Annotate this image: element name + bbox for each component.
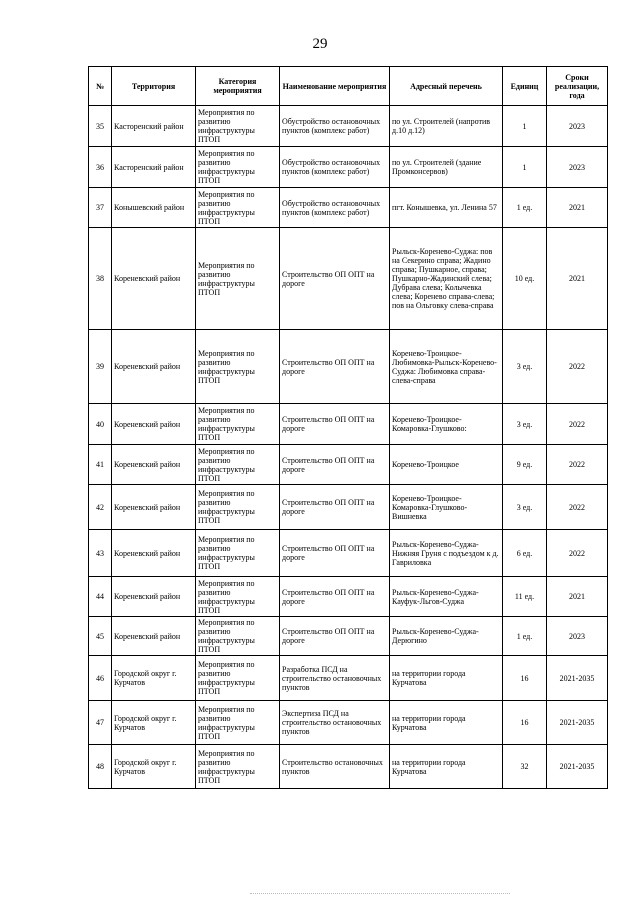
header-name: Наименование мероприятия xyxy=(280,67,390,106)
row-address: по ул. Строителей (напротив д.10 д.12) xyxy=(390,106,503,147)
row-address: Рыльск-Коренево-Суджа-Нижняя Груня с подъездом к д. Гавриловка xyxy=(390,530,503,577)
table-row xyxy=(89,106,608,147)
row-name: Строительство ОП ОПТ на дороге xyxy=(280,485,390,530)
row-territory: Касторенский район xyxy=(112,147,196,188)
scan-artifact-line xyxy=(250,893,510,895)
table-row xyxy=(89,530,608,577)
row-term: 2022 xyxy=(547,404,608,445)
table-row xyxy=(89,701,608,745)
header-address: Адресный перечень xyxy=(390,67,503,106)
row-category: Мероприятия по развитию инфраструктуры ПТОП xyxy=(196,228,280,330)
page-number: 29 xyxy=(312,36,328,52)
row-territory: Кореневский район xyxy=(112,330,196,404)
row-territory: Кореневский район xyxy=(112,577,196,617)
row-category: Мероприятия по развитию инфраструктуры ПТОП xyxy=(196,701,280,745)
row-term: 2023 xyxy=(547,106,608,147)
table-header-row xyxy=(89,67,608,106)
table-row xyxy=(89,656,608,701)
row-num: 45 xyxy=(89,617,112,656)
row-term: 2021 xyxy=(547,188,608,228)
row-term: 2022 xyxy=(547,445,608,485)
row-num: 41 xyxy=(89,445,112,485)
header-category: Категория мероприятия xyxy=(196,67,280,106)
row-category: Мероприятия по развитию инфраструктуры ПТОП xyxy=(196,530,280,577)
row-num: 42 xyxy=(89,485,112,530)
row-category: Мероприятия по развитию инфраструктуры ПТОП xyxy=(196,188,280,228)
row-address: пгт. Конышевка, ул. Ленина 57 xyxy=(390,188,503,228)
row-territory: Конышевский район xyxy=(112,188,196,228)
row-num: 43 xyxy=(89,530,112,577)
row-address: Рыльск-Коренево-Суджа: пов на Секерино справа; Жадино справа; Пушкарное, справа; Пушкарно-Жадинский слева; Дубрава слева; Колычевка слева; Коренево справа-слева; пов на Ольговку слева-справа xyxy=(390,228,503,330)
row-category: Мероприятия по развитию инфраструктуры ПТОП xyxy=(196,330,280,404)
row-category: Мероприятия по развитию инфраструктуры ПТОП xyxy=(196,617,280,656)
table-row xyxy=(89,330,608,404)
row-units: 3 ед. xyxy=(503,330,547,404)
row-territory: Кореневский район xyxy=(112,228,196,330)
row-name: Разработка ПСД на строительство остановочных пунктов xyxy=(280,656,390,701)
row-units: 1 xyxy=(503,147,547,188)
row-name: Строительство ОП ОПТ на дороге xyxy=(280,404,390,445)
table-row xyxy=(89,188,608,228)
row-territory: Кореневский район xyxy=(112,404,196,445)
row-name: Экспертиза ПСД на строительство остановочных пунктов xyxy=(280,701,390,745)
row-num: 48 xyxy=(89,745,112,789)
row-category: Мероприятия по развитию инфраструктуры ПТОП xyxy=(196,485,280,530)
row-territory: Кореневский район xyxy=(112,485,196,530)
row-address: Коренево-Троицкое xyxy=(390,445,503,485)
row-territory: Городской округ г. Курчатов xyxy=(112,656,196,701)
row-territory: Кореневский район xyxy=(112,445,196,485)
row-units: 6 ед. xyxy=(503,530,547,577)
row-num: 38 xyxy=(89,228,112,330)
row-name: Обустройство остановочных пунктов (комплекс работ) xyxy=(280,147,390,188)
row-territory: Кореневский район xyxy=(112,530,196,577)
row-name: Строительство ОП ОПТ на дороге xyxy=(280,617,390,656)
row-units: 3 ед. xyxy=(503,404,547,445)
header-territory: Территория xyxy=(112,67,196,106)
row-term: 2021-2035 xyxy=(547,656,608,701)
row-address: Коренево-Троицкое-Комаровка-Глушково: xyxy=(390,404,503,445)
row-num: 37 xyxy=(89,188,112,228)
row-term: 2022 xyxy=(547,330,608,404)
row-address: на территории города Курчатова xyxy=(390,745,503,789)
row-units: 16 xyxy=(503,701,547,745)
row-term: 2022 xyxy=(547,530,608,577)
row-name: Строительство ОП ОПТ на дороге xyxy=(280,228,390,330)
row-units: 32 xyxy=(503,745,547,789)
table-row xyxy=(89,617,608,656)
row-num: 36 xyxy=(89,147,112,188)
row-category: Мероприятия по развитию инфраструктуры ПТОП xyxy=(196,445,280,485)
row-territory: Городской округ г. Курчатов xyxy=(112,745,196,789)
row-units: 1 ед. xyxy=(503,188,547,228)
row-num: 44 xyxy=(89,577,112,617)
row-territory: Касторенский район xyxy=(112,106,196,147)
table-row xyxy=(89,228,608,330)
row-category: Мероприятия по развитию инфраструктуры ПТОП xyxy=(196,577,280,617)
row-units: 1 xyxy=(503,106,547,147)
row-num: 47 xyxy=(89,701,112,745)
row-units: 1 ед. xyxy=(503,617,547,656)
row-name: Обустройство остановочных пунктов (комплекс работ) xyxy=(280,106,390,147)
row-name: Строительство ОП ОПТ на дороге xyxy=(280,445,390,485)
row-category: Мероприятия по развитию инфраструктуры ПТОП xyxy=(196,147,280,188)
header-units: Единиц xyxy=(503,67,547,106)
row-address: на территории города Курчатова xyxy=(390,701,503,745)
row-term: 2021 xyxy=(547,228,608,330)
row-category: Мероприятия по развитию инфраструктуры ПТОП xyxy=(196,106,280,147)
row-address: Рыльск-Коренево-Суджа-Дерюгино xyxy=(390,617,503,656)
row-address: Рыльск-Коренево-Суджа-Кауфук-Льгов-Суджа xyxy=(390,577,503,617)
row-name: Строительство ОП ОПТ на дороге xyxy=(280,530,390,577)
row-address: Коренево-Троицкое-Комаровка-Глушково-Вишневка xyxy=(390,485,503,530)
row-units: 9 ед. xyxy=(503,445,547,485)
row-units: 16 xyxy=(503,656,547,701)
row-units: 3 ед. xyxy=(503,485,547,530)
row-num: 39 xyxy=(89,330,112,404)
row-name: Строительство остановочных пунктов xyxy=(280,745,390,789)
row-term: 2021-2035 xyxy=(547,745,608,789)
row-term: 2021 xyxy=(547,577,608,617)
row-num: 40 xyxy=(89,404,112,445)
row-term: 2021-2035 xyxy=(547,701,608,745)
row-term: 2022 xyxy=(547,485,608,530)
row-address: Коренево-Троицкое-Любимовка-Рыльск-Коренево-Суджа: Любимовка справа-слева-справа xyxy=(390,330,503,404)
row-name: Строительство ОП ОПТ на дороге xyxy=(280,330,390,404)
table-row xyxy=(89,147,608,188)
row-territory: Кореневский район xyxy=(112,617,196,656)
measures-table xyxy=(88,66,608,789)
row-name: Обустройство остановочных пунктов (комплекс работ) xyxy=(280,188,390,228)
header-term: Сроки реализации, года xyxy=(547,67,608,106)
row-num: 35 xyxy=(89,106,112,147)
row-num: 46 xyxy=(89,656,112,701)
header-num: № xyxy=(89,67,112,106)
row-category: Мероприятия по развитию инфраструктуры ПТОП xyxy=(196,404,280,445)
row-units: 10 ед. xyxy=(503,228,547,330)
table-row xyxy=(89,577,608,617)
row-name: Строительство ОП ОПТ на дороге xyxy=(280,577,390,617)
row-term: 2023 xyxy=(547,617,608,656)
table-row xyxy=(89,404,608,445)
row-territory: Городской округ г. Курчатов xyxy=(112,701,196,745)
table-row xyxy=(89,445,608,485)
table-row xyxy=(89,745,608,789)
row-term: 2023 xyxy=(547,147,608,188)
row-units: 11 ед. xyxy=(503,577,547,617)
row-address: на территории города Курчатова xyxy=(390,656,503,701)
row-category: Мероприятия по развитию инфраструктуры ПТОП xyxy=(196,656,280,701)
row-category: Мероприятия по развитию инфраструктуры ПТОП xyxy=(196,745,280,789)
table-row xyxy=(89,485,608,530)
row-address: по ул. Строителей (здание Промконсервов) xyxy=(390,147,503,188)
